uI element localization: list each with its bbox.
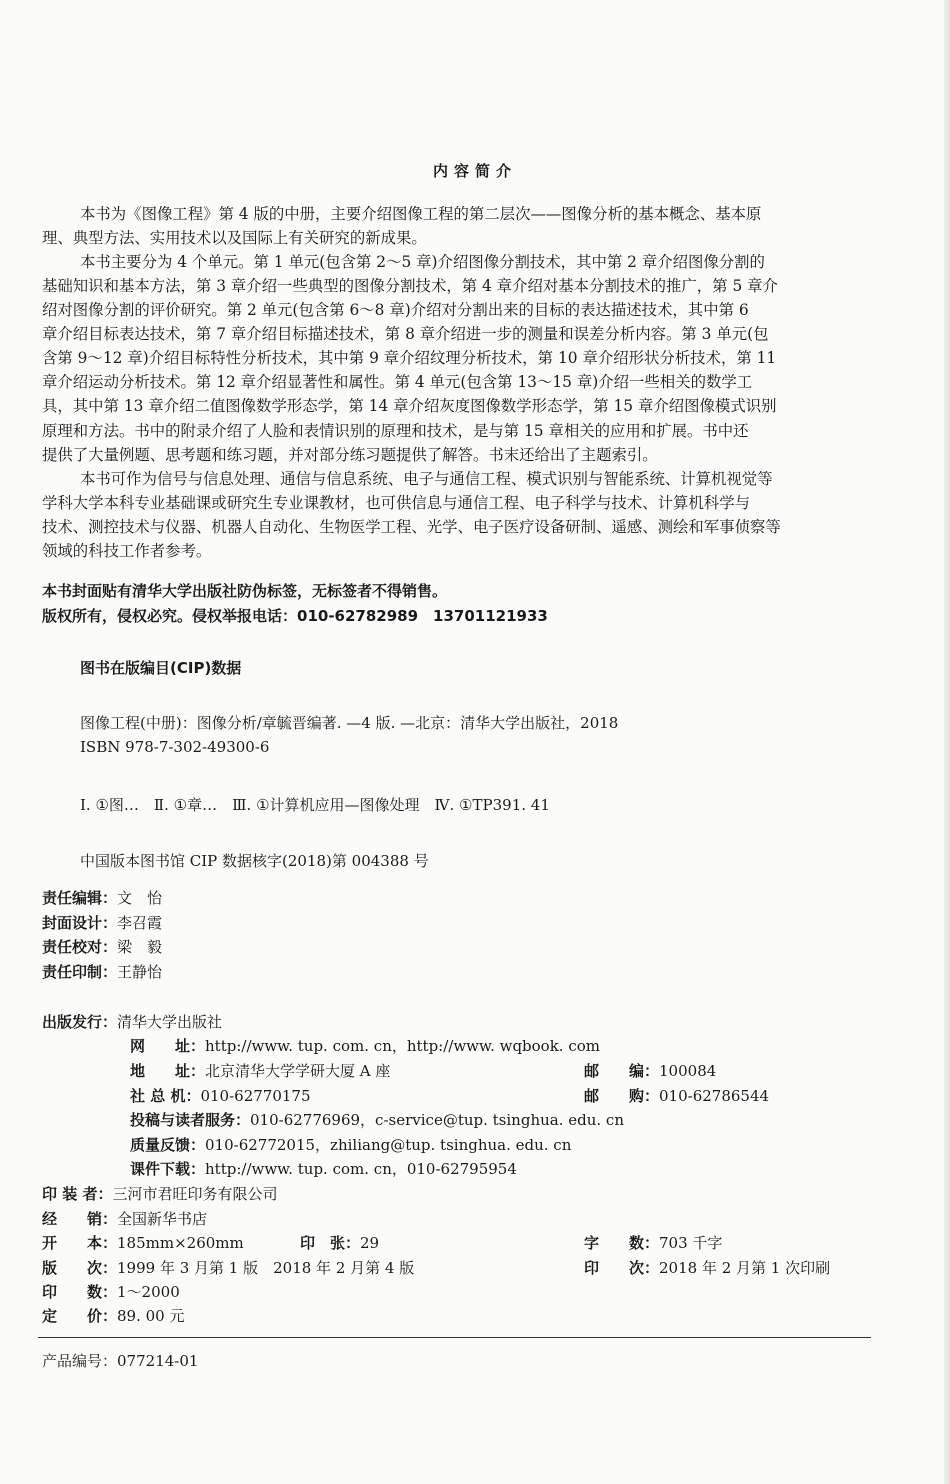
sheets-row (300, 1232, 379, 1253)
format-label: 开 本： (42, 1234, 118, 1252)
distributor-value: 全国新华书店 (117, 1210, 208, 1228)
divider-rule (38, 1337, 871, 1338)
summary-line: 本书主要分为 4 个单元。第 1 单元(包含第 2～5 章)介绍图像分割技术，其中第 2 章介绍图像分割的 (80, 253, 765, 271)
editor-label: 封面设计： (42, 914, 118, 932)
courseware-label: 课件下载： (130, 1160, 206, 1178)
publisher-value: 清华大学出版社 (117, 1013, 223, 1031)
cip-classification: Ⅰ. ①图… Ⅱ. ①章… Ⅲ. ①计算机应用—图像处理 Ⅳ. ①TP391. 41 (80, 796, 550, 814)
printing-label: 印 次： (584, 1259, 660, 1277)
price-row (42, 1305, 185, 1326)
summary-line: 本书可作为信号与信息处理、通信与信息系统、电子与通信工程、模式识别与智能系统、计算机视觉等 (80, 470, 773, 488)
product-code-row (42, 1350, 198, 1371)
courseware-value: http://www. tup. com. cn，010-62795954 (205, 1160, 517, 1178)
editor-row (42, 961, 162, 982)
printing-value: 2018 年 2 月第 1 次印刷 (659, 1259, 831, 1277)
zip-value: 100084 (659, 1062, 717, 1080)
distributor-label: 经 销： (42, 1210, 118, 1228)
editor-value: 文 怡 (117, 889, 163, 907)
editor-row (42, 936, 162, 957)
price-label: 定 价： (42, 1307, 118, 1325)
editor-value: 王静怡 (117, 963, 163, 981)
quality-feedback-label: 质量反馈： (130, 1136, 206, 1154)
distributor-row (42, 1208, 207, 1229)
web-label: 网 址： (130, 1037, 206, 1055)
zip-row (584, 1060, 716, 1081)
publisher-row (42, 1011, 222, 1032)
edition-value: 1999 年 3 月第 1 版 2018 年 2 月第 4 版 (117, 1259, 415, 1277)
publisher-label: 出版发行： (42, 1013, 118, 1031)
summary-line: 章介绍运动分析技术。第 12 章介绍显著性和属性。第 4 单元(包含第 13～15 章)介绍一些相关的数学工 (42, 373, 753, 391)
printing-row (584, 1257, 830, 1278)
editor-label: 责任印制： (42, 963, 118, 981)
summary-line: 领域的科技工作者参考。 (42, 542, 212, 560)
reader-service-label: 投稿与读者服务： (130, 1111, 251, 1129)
editor-label: 责任校对： (42, 938, 118, 956)
switchboard-label: 社 总 机： (130, 1087, 201, 1105)
product-code-value: 077214-01 (117, 1352, 199, 1370)
web-row (130, 1035, 600, 1056)
format-value: 185mm×260mm (117, 1234, 244, 1252)
zip-label: 邮 编： (584, 1062, 660, 1080)
editor-value: 李召霞 (117, 914, 163, 932)
courseware-row (130, 1158, 517, 1179)
mail-order-row (584, 1085, 769, 1106)
copies-value: 1～2000 (117, 1283, 180, 1301)
editor-row (42, 887, 162, 908)
switchboard-row (130, 1085, 311, 1106)
editor-label: 责任编辑： (42, 889, 118, 907)
summary-line: 本书为《图像工程》第 4 版的中册，主要介绍图像工程的第二层次——图像分析的基本概念、基本原 (80, 205, 762, 223)
address-row (130, 1060, 390, 1081)
edition-label: 版 次： (42, 1259, 118, 1277)
copies-row (42, 1281, 180, 1302)
cip-record: 中国版本图书馆 CIP 数据核字(2018)第 004388 号 (80, 852, 429, 870)
summary-line: 基础知识和基本方法，第 3 章介绍一些典型的图像分割技术，第 4 章介绍对基本分割技术的推广，第 5 章介 (42, 277, 778, 295)
summary-line: 技术、测控技术与仪器、机器人自动化、生物医学工程、光学、电子医疗设备研制、遥感、测绘和军事侦察等 (42, 518, 781, 536)
reader-service-row (130, 1109, 624, 1130)
edition-row (42, 1257, 414, 1278)
word-count-label: 字 数： (584, 1234, 660, 1252)
address-value: 北京清华大学学研大厦 A 座 (205, 1062, 391, 1080)
price-value: 89. 00 元 (117, 1307, 185, 1325)
reader-service-value: 010-62776969，c-service@tup. tsinghua. edu. cn (250, 1111, 624, 1129)
sheets-value: 29 (360, 1234, 380, 1252)
word-count-row (584, 1232, 722, 1253)
cip-heading: 图书在版编目(CIP)数据 (80, 659, 242, 677)
copyright-notice: 版权所有，侵权必究。侵权举报电话：010-62782989 13701121933 (42, 607, 548, 625)
copies-label: 印 数： (42, 1283, 118, 1301)
printer-label: 印 装 者： (42, 1185, 113, 1203)
quality-feedback-value: 010-62772015，zhiliang@tup. tsinghua. edu. cn (205, 1136, 572, 1154)
word-count-value: 703 千字 (659, 1234, 723, 1252)
summary-line: 提供了大量例题、思考题和练习题，并对部分练习题提供了解答。书末还给出了主题索引。 (42, 446, 658, 464)
product-code-label: 产品编号： (42, 1352, 118, 1370)
printer-value: 三河市君旺印务有限公司 (112, 1185, 278, 1203)
quality-feedback-row (130, 1134, 571, 1155)
switchboard-value: 010-62770175 (200, 1087, 311, 1105)
mail-order-label: 邮 购： (584, 1087, 660, 1105)
summary-line: 理、典型方法、实用技术以及国际上有关研究的新成果。 (42, 229, 427, 247)
summary-line: 章介绍目标表达技术，第 7 章介绍目标描述技术，第 8 章介绍进一步的测量和误差分析内容。第 3 单元(包 (42, 325, 769, 343)
web-value: http://www. tup. com. cn，http://www. wqbook. com (205, 1037, 600, 1055)
format-row (42, 1232, 244, 1253)
mail-order-value: 010-62786544 (659, 1087, 770, 1105)
summary-line: 原理和方法。书中的附录介绍了人脸和表情识别的原理和技术，是与第 15 章相关的应用和扩展。书中还 (42, 422, 749, 440)
address-label: 地 址： (130, 1062, 206, 1080)
page-edge-shadow (944, 0, 950, 1484)
summary-line: 绍对图像分割的评价研究。第 2 单元(包含第 6～8 章)介绍对分割出来的目标的表达描述技术，其中第 6 (42, 301, 749, 319)
editor-row (42, 912, 162, 933)
summary-line: 含第 9～12 章)介绍目标特性分析技术，其中第 9 章介绍纹理分析技术，第 10 章介绍形状分析技术，第 11 (42, 349, 777, 367)
printer-row (42, 1183, 277, 1204)
summary-line: 学科大学本科专业基础课或研究生专业课教材，也可供信息与通信工程、电子科学与技术、计算机科学与 (42, 494, 750, 512)
cip-isbn: ISBN 978-7-302-49300-6 (80, 738, 270, 756)
editor-value: 梁 毅 (117, 938, 163, 956)
summary-line: 具，其中第 13 章介绍二值图像数学形态学，第 14 章介绍灰度图像数学形态学，第 15 章介绍图像模式识别 (42, 397, 777, 415)
summary-title: 内容简介 (432, 162, 517, 180)
cip-entry: 图像工程(中册)：图像分析/章毓晋编著. —4 版. —北京：清华大学出版社，2018 (80, 714, 619, 732)
anti-counterfeit-notice: 本书封面贴有清华大学出版社防伪标签，无标签者不得销售。 (42, 582, 448, 600)
sheets-label: 印 张： (300, 1234, 361, 1252)
